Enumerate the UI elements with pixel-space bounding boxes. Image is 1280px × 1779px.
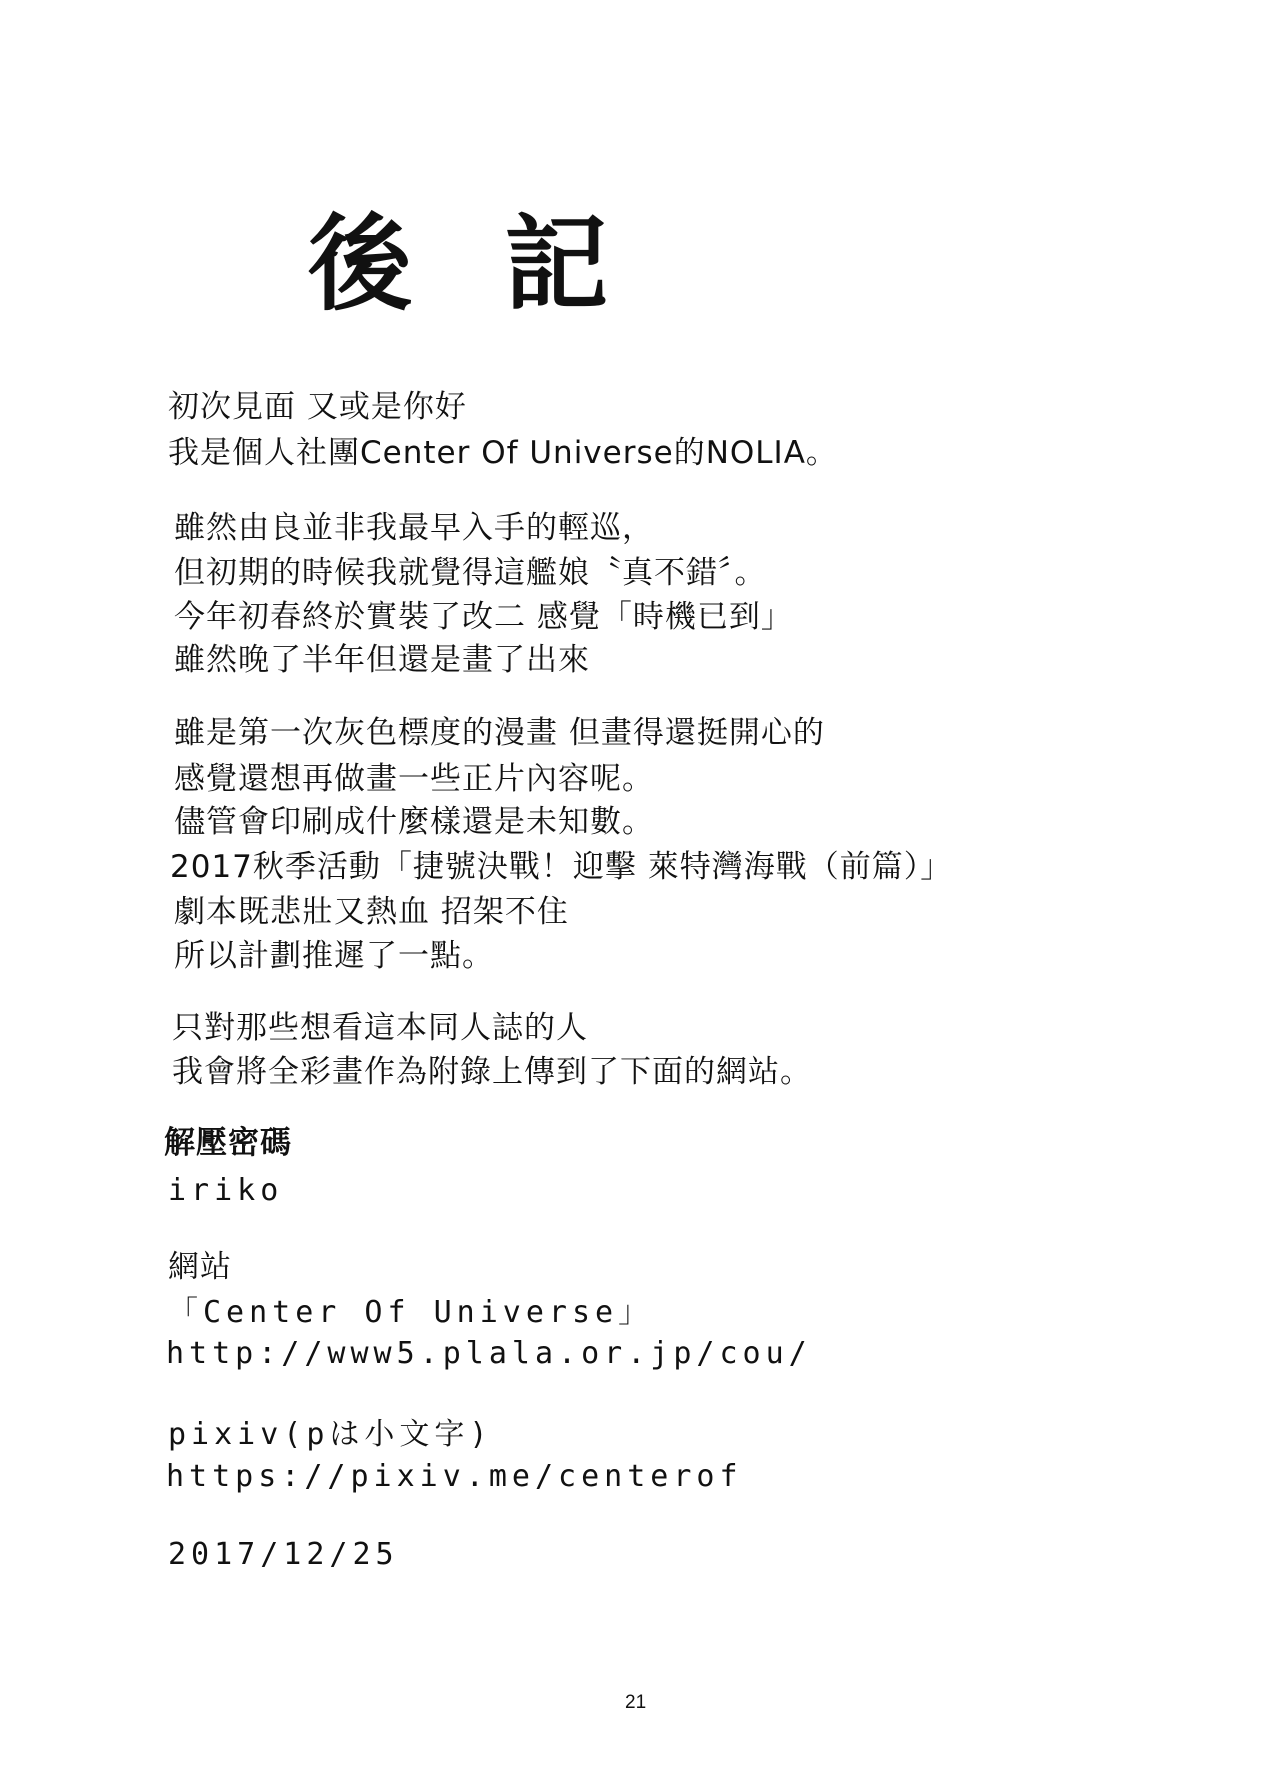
paragraph-line: 我會將全彩畫作為附錄上傳到了下面的網站。 [172, 1054, 812, 1090]
paragraph-line: 感覺還想再做畫一些正片內容呢。 [174, 761, 654, 797]
page-number: 21 [625, 1692, 647, 1713]
greeting-line: 初次見面 又或是你好 [168, 389, 467, 425]
greeting-line: 我是個人社團Center Of Universe的NOLIA。 [168, 435, 838, 471]
paragraph-line: 雖是第一次灰色標度的漫畫 但畫得還挺開心的 [174, 715, 825, 751]
website-name: 「Center Of Universe」 [168, 1295, 654, 1330]
paragraph-line: 今年初春終於實裝了改二 感覺「時機已到」 [174, 599, 793, 635]
date: 2017/12/25 [168, 1537, 399, 1572]
paragraph-line: 儘管會印刷成什麼樣還是未知數。 [174, 804, 654, 840]
paragraph-line: 所以計劃推遲了一點。 [174, 938, 494, 974]
paragraph-line: 2017秋季活動「捷號決戰！迎擊 萊特灣海戰（前篇）」 [170, 849, 953, 885]
password-label: 解壓密碼 [164, 1125, 292, 1161]
paragraph-line: 雖然由良並非我最早入手的輕巡， [174, 510, 654, 546]
pixiv-label: pixiv(pは小文字) [168, 1417, 493, 1452]
pixiv-url: https://pixiv.me/centerof [166, 1459, 743, 1494]
paragraph-line: 只對那些想看這本同人誌的人 [172, 1010, 588, 1046]
page-title: 後 記 [308, 203, 637, 325]
paragraph-line: 雖然晚了半年但還是畫了出來 [174, 642, 590, 678]
website-url: http://www5.plala.or.jp/cou/ [166, 1336, 812, 1371]
paragraph-line: 劇本既悲壯又熱血 招架不住 [174, 894, 569, 930]
website-label: 網站 [168, 1249, 232, 1285]
paragraph-line: 但初期的時候我就覺得這艦娘〝真不錯〞。 [174, 555, 767, 591]
password-value: iriko [168, 1173, 284, 1208]
